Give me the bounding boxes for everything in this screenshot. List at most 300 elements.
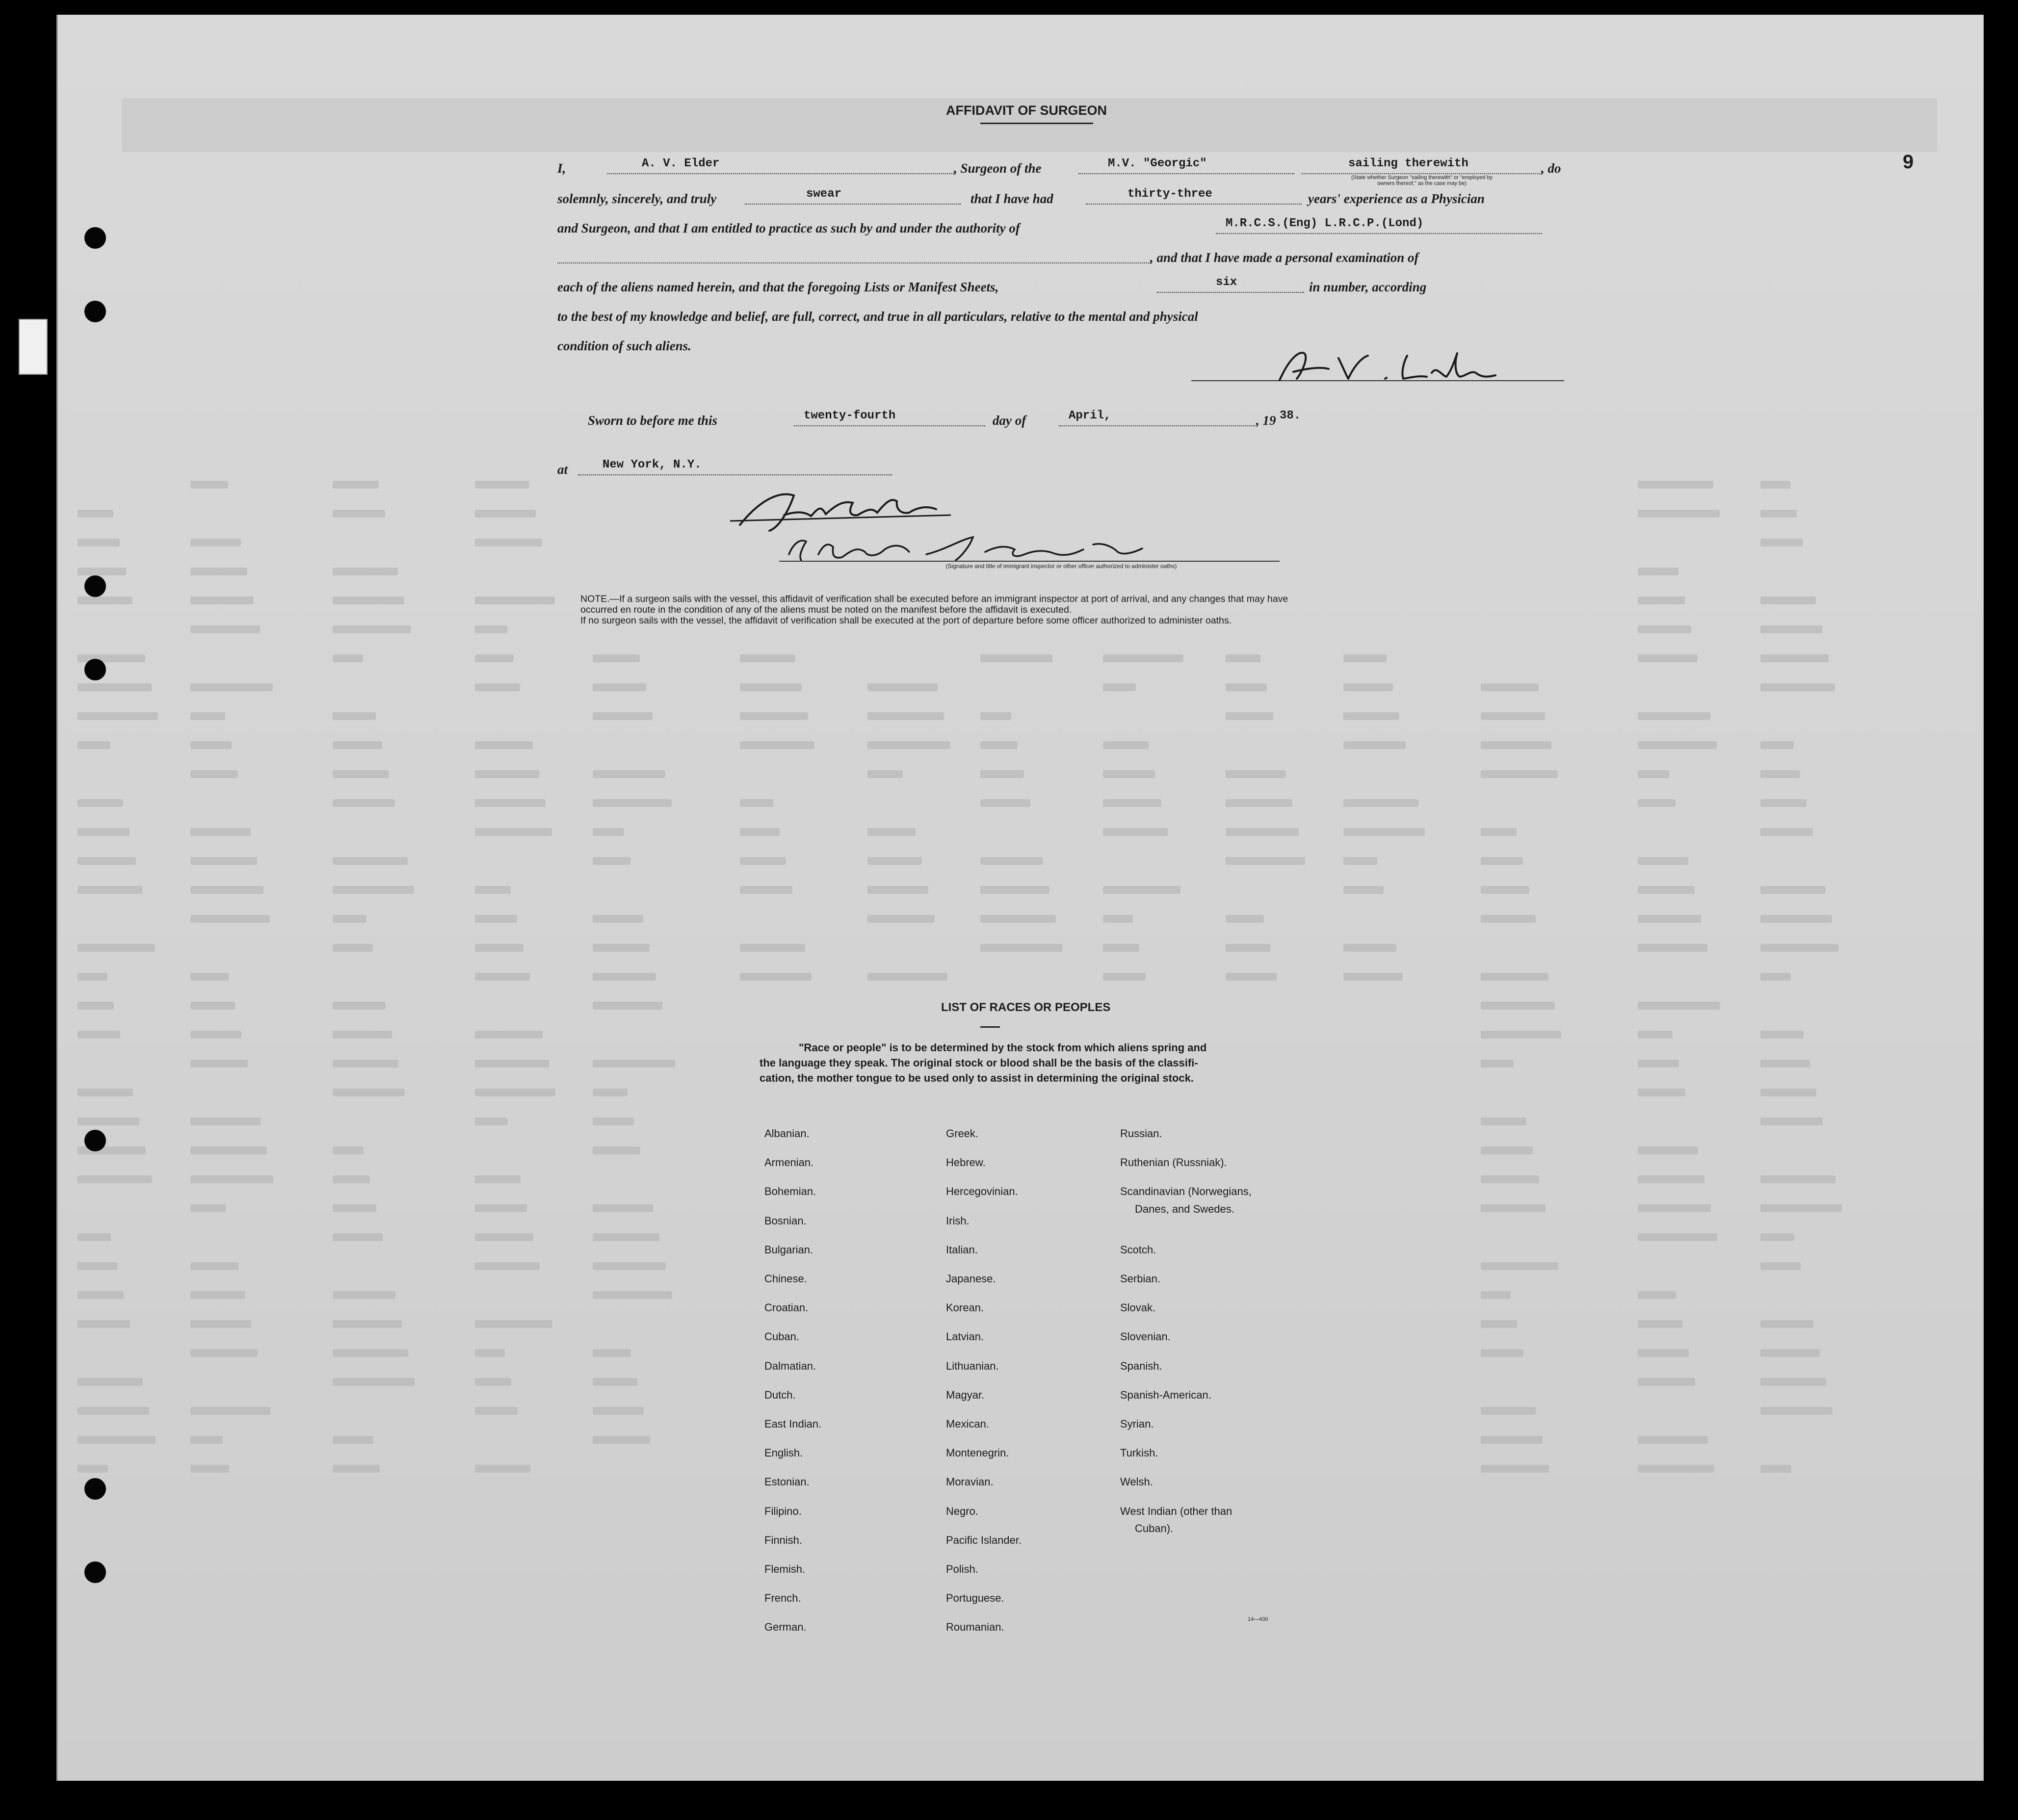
bleed-through-mark: [78, 799, 123, 807]
bleed-through-mark: [333, 568, 398, 575]
race-entry: Negro.: [946, 1505, 979, 1517]
affidavit-line4-suffix: , and that I have made a personal examination of: [1150, 250, 1419, 265]
bleed-through-mark: [1638, 510, 1720, 518]
bleed-through-mark: [1760, 770, 1800, 778]
status-note-2: owners thereof," as the case may be): [1377, 181, 1467, 186]
bleed-through-mark: [740, 828, 780, 836]
bleed-through-mark: [1481, 1262, 1558, 1270]
race-entry: Turkish.: [1120, 1447, 1158, 1459]
bleed-through-mark: [190, 1291, 245, 1299]
bleed-through-text: [58, 15, 1984, 1781]
surgeon-status: sailing therewith: [1348, 157, 1468, 170]
bleed-through-mark: [190, 770, 238, 778]
bleed-through-mark: [190, 1118, 261, 1125]
bleed-through-mark: [1638, 1060, 1679, 1067]
race-entry: Scandinavian (Norwegians,: [1120, 1185, 1252, 1198]
race-entry: Polish.: [946, 1563, 979, 1575]
affidavit-line1-mid: , Surgeon of the: [954, 161, 1042, 176]
bleed-through-mark: [1481, 1204, 1546, 1212]
bleed-through-mark: [740, 654, 795, 662]
bleed-through-mark: [593, 654, 640, 662]
races-intro-3: cation, the mother tongue to be used only to assist in determining the original stock.: [760, 1072, 1194, 1084]
bleed-through-mark: [333, 1031, 392, 1039]
bleed-through-mark: [593, 1146, 640, 1154]
race-entry: French.: [764, 1592, 801, 1605]
bleed-through-mark: [1638, 1175, 1704, 1183]
bleed-through-mark: [475, 1089, 555, 1096]
bleed-through-mark: [475, 886, 511, 894]
race-entry: Dalmatian.: [764, 1359, 816, 1372]
place-prefix: at: [557, 462, 568, 477]
bleed-through-mark: [333, 915, 367, 923]
bleed-through-mark: [1638, 886, 1695, 894]
bleed-through-mark: [1638, 568, 1678, 575]
bleed-through-mark: [1481, 1175, 1539, 1183]
bleed-through-mark: [593, 1349, 631, 1357]
affidavit-line2-suffix: years' experience as a Physician: [1308, 191, 1485, 206]
bleed-through-mark: [593, 770, 665, 778]
note-line1-text: If a surgeon sails with the vessel, this affidavit of verification shall be executed before an immigrant inspector at port of arrival, and any changes that may have: [619, 594, 1288, 604]
bleed-through-mark: [190, 857, 257, 865]
years-experience: thirty-three: [1127, 187, 1212, 201]
bleed-through-mark: [1481, 857, 1523, 865]
bleed-through-mark: [333, 712, 376, 720]
bleed-through-mark: [1481, 1407, 1536, 1415]
race-entry: Welsh.: [1120, 1476, 1153, 1488]
scan-border-left: [0, 0, 56, 1820]
bleed-through-mark: [475, 1407, 518, 1415]
bleed-through-mark: [78, 1089, 133, 1096]
race-entry: Korean.: [946, 1301, 984, 1314]
bleed-through-mark: [593, 1436, 650, 1444]
vessel-line: [1078, 173, 1294, 174]
race-entry: Lithuanian.: [946, 1359, 999, 1372]
bleed-through-mark: [1103, 886, 1180, 894]
bleed-through-mark: [740, 799, 773, 807]
bleed-through-mark: [1760, 597, 1816, 604]
races-title: LIST OF RACES OR PEOPLES: [941, 1001, 1111, 1014]
punch-hole: [84, 301, 106, 322]
bleed-through-mark: [475, 1233, 533, 1241]
bleed-through-mark: [593, 1233, 659, 1241]
bleed-through-mark: [593, 944, 650, 952]
race-entry: Spanish-American.: [1120, 1388, 1211, 1401]
bleed-through-mark: [78, 1118, 139, 1125]
bleed-through-mark: [333, 741, 382, 749]
bleed-through-mark: [593, 973, 656, 981]
bleed-through-mark: [1760, 1060, 1810, 1067]
bleed-through-mark: [740, 973, 812, 981]
bleed-through-mark: [475, 1378, 511, 1386]
form-number: 14—430: [1248, 1616, 1268, 1622]
officer-caption: (Signature and title of immigrant inspector or other officer authorized to administer oaths): [945, 563, 1177, 570]
bleed-through-mark: [593, 1060, 675, 1067]
bleed-through-mark: [1638, 1436, 1708, 1444]
bleed-through-mark: [980, 741, 1018, 749]
bleed-through-mark: [1226, 944, 1270, 952]
bleed-through-mark: [1343, 741, 1406, 749]
race-entry: Bosnian.: [764, 1214, 807, 1227]
bleed-through-mark: [593, 1204, 653, 1212]
bleed-through-mark: [475, 597, 555, 604]
bleed-through-mark: [333, 1465, 380, 1473]
bleed-through-mark: [190, 597, 254, 604]
bleed-through-mark: [1760, 915, 1832, 923]
bleed-through-mark: [980, 799, 1030, 807]
bleed-through-mark: [78, 1465, 108, 1473]
bleed-through-mark: [333, 944, 373, 952]
bleed-through-mark: [1760, 1465, 1791, 1473]
bleed-through-mark: [333, 1378, 415, 1386]
race-entry: Mexican.: [946, 1418, 990, 1430]
sworn-day-line: [794, 425, 985, 426]
bleed-through-mark: [1226, 828, 1299, 836]
bleed-through-mark: [333, 1060, 398, 1067]
race-entry: Latvian.: [946, 1330, 984, 1343]
authority-value: M.R.C.S.(Eng) L.R.C.P.(Lond): [1226, 217, 1424, 230]
bleed-through-mark: [190, 1031, 241, 1039]
bleed-through-mark: [1481, 1436, 1543, 1444]
bleed-through-mark: [1481, 1291, 1511, 1299]
bleed-through-mark: [980, 770, 1024, 778]
bleed-through-mark: [740, 857, 786, 865]
bleed-through-mark: [333, 481, 379, 489]
note-line1: [580, 594, 1288, 604]
bleed-through-mark: [1343, 973, 1403, 981]
bleed-through-mark: [867, 770, 903, 778]
race-entry: Cuban).: [1135, 1522, 1174, 1535]
affidavit-line7: condition of such aliens.: [557, 338, 692, 353]
bleed-through-mark: [1638, 1204, 1711, 1212]
bleed-through-mark: [475, 944, 524, 952]
bleed-through-mark: [1226, 973, 1277, 981]
bleed-through-mark: [1343, 712, 1399, 720]
bleed-through-mark: [1760, 1118, 1823, 1125]
bleed-through-mark: [78, 1002, 114, 1010]
race-entry: Danes, and Swedes.: [1135, 1202, 1235, 1215]
bleed-through-mark: [475, 799, 546, 807]
bleed-through-mark: [1638, 1233, 1717, 1241]
bleed-through-mark: [980, 944, 1062, 952]
race-entry: Magyar.: [946, 1388, 985, 1401]
bleed-through-mark: [78, 1262, 117, 1270]
affidavit-line2-prefix: solemnly, sincerely, and truly: [557, 191, 717, 206]
bleed-through-mark: [1481, 712, 1545, 720]
bleed-through-mark: [593, 1118, 634, 1125]
bleed-through-mark: [190, 1175, 273, 1183]
bleed-through-mark: [1760, 1407, 1833, 1415]
bleed-through-mark: [1481, 915, 1536, 923]
race-entry: Russian.: [1120, 1127, 1162, 1140]
bleed-through-mark: [1343, 828, 1425, 836]
bleed-through-mark: [593, 1378, 637, 1386]
bleed-through-mark: [1103, 770, 1155, 778]
bleed-through-mark: [1638, 1146, 1698, 1154]
bleed-through-mark: [1760, 1175, 1835, 1183]
bleed-through-mark: [593, 1002, 662, 1010]
race-entry: Irish.: [946, 1214, 970, 1227]
bleed-through-mark: [475, 1204, 527, 1212]
bleed-through-mark: [78, 568, 126, 575]
affidavit-title: AFFIDAVIT OF SURGEON: [946, 103, 1107, 118]
races-title-rule: [980, 1026, 1000, 1028]
bleed-through-mark: [593, 857, 630, 865]
bleed-through-mark: [1103, 944, 1139, 952]
bleed-through-mark: [475, 770, 539, 778]
bleed-through-mark: [1103, 973, 1146, 981]
race-entry: Cuban.: [764, 1330, 799, 1343]
bleed-through-mark: [1226, 799, 1292, 807]
bleed-through-mark: [475, 510, 536, 518]
oath-line: [745, 204, 961, 205]
bleed-through-mark: [1226, 857, 1305, 865]
note-line2: occurred en route in the condition of any of the aliens must be noted on the manifest before the affidavit is executed.: [580, 604, 1072, 615]
bleed-through-mark: [475, 1349, 505, 1357]
bleed-through-mark: [867, 683, 938, 691]
bleed-through-mark: [593, 1089, 628, 1096]
bleed-through-mark: [475, 828, 552, 836]
bleed-through-mark: [593, 1407, 644, 1415]
bleed-through-mark: [190, 683, 273, 691]
bleed-through-mark: [1760, 481, 1790, 489]
vessel-name: M.V. "Georgic": [1108, 157, 1207, 170]
bleed-through-mark: [867, 828, 916, 836]
bleed-through-mark: [1638, 654, 1698, 662]
bleed-through-mark: [1226, 770, 1286, 778]
manifest-sheet: [56, 15, 1984, 1781]
bleed-through-mark: [1760, 799, 1807, 807]
race-entry: Slovenian.: [1120, 1330, 1171, 1343]
sworn-month: April,: [1069, 409, 1111, 422]
bleed-through-mark: [1760, 683, 1835, 691]
bleed-through-mark: [1760, 1031, 1804, 1039]
status-note-1: (State whether Surgeon "sailing therewith" or "employed by: [1351, 175, 1493, 181]
bleed-through-mark: [1760, 1320, 1813, 1328]
bleed-through-mark: [1103, 683, 1136, 691]
bleed-through-mark: [1103, 828, 1168, 836]
bleed-through-mark: [333, 510, 385, 518]
race-entry: Filipino.: [764, 1505, 802, 1517]
title-rule: [980, 123, 1093, 124]
bleed-through-mark: [1481, 770, 1558, 778]
bleed-through-mark: [1760, 828, 1813, 836]
bleed-through-mark: [1638, 1089, 1685, 1096]
bleed-through-mark: [1481, 886, 1529, 894]
note-label: NOTE.—: [580, 594, 620, 604]
sworn-month-line: [1059, 425, 1255, 426]
sworn-year: 38.: [1280, 409, 1301, 422]
bleed-through-mark: [475, 915, 517, 923]
bleed-through-mark: [333, 886, 414, 894]
bleed-through-mark: [1226, 654, 1260, 662]
bleed-through-mark: [1760, 1089, 1816, 1096]
bleed-through-mark: [1760, 1233, 1794, 1241]
bleed-through-mark: [593, 1262, 666, 1270]
bleed-through-mark: [1343, 683, 1393, 691]
bleed-through-mark: [740, 741, 814, 749]
bleed-through-mark: [333, 1204, 376, 1212]
bleed-through-mark: [1481, 1320, 1517, 1328]
bleed-through-mark: [78, 1320, 130, 1328]
bleed-through-mark: [78, 712, 158, 720]
bleed-through-mark: [1343, 799, 1418, 807]
race-entry: Bohemian.: [764, 1185, 816, 1198]
bleed-through-mark: [1638, 1320, 1682, 1328]
bleed-through-mark: [190, 973, 229, 981]
bleed-through-mark: [1638, 1465, 1714, 1473]
race-entry: Montenegrin.: [946, 1447, 1009, 1459]
race-entry: Roumanian.: [946, 1621, 1004, 1634]
races-intro-1: "Race or people" is to be determined by the stock from which aliens spring and: [799, 1041, 1207, 1054]
punch-hole: [84, 575, 106, 597]
bleed-through-mark: [740, 944, 805, 952]
bleed-through-mark: [1481, 828, 1517, 836]
bleed-through-mark: [1760, 944, 1838, 952]
bleed-through-mark: [1343, 654, 1387, 662]
bleed-through-mark: [190, 1407, 270, 1415]
race-entry: Croatian.: [764, 1301, 809, 1314]
punch-hole: [84, 1478, 106, 1500]
bleed-through-mark: [78, 1378, 143, 1386]
race-entry: Scotch.: [1120, 1243, 1156, 1256]
bleed-through-mark: [1343, 944, 1396, 952]
bleed-through-mark: [78, 1436, 156, 1444]
sworn-day: twenty-fourth: [804, 409, 896, 422]
bleed-through-mark: [1226, 712, 1273, 720]
bleed-through-mark: [475, 683, 520, 691]
race-entry: Japanese.: [946, 1273, 996, 1285]
authority-continuation-line: [557, 262, 1151, 263]
bleed-through-mark: [867, 741, 950, 749]
bleed-through-mark: [1760, 741, 1794, 749]
bleed-through-mark: [475, 1175, 521, 1183]
authority-line: [1216, 233, 1542, 234]
bleed-through-mark: [1760, 1204, 1842, 1212]
race-entry: Hercegovinian.: [946, 1185, 1018, 1198]
bleed-through-mark: [78, 597, 132, 604]
bleed-through-mark: [475, 1465, 530, 1473]
bleed-through-mark: [867, 712, 944, 720]
bleed-through-mark: [867, 857, 922, 865]
bleed-through-mark: [333, 1436, 373, 1444]
race-entry: Moravian.: [946, 1476, 994, 1488]
bleed-through-mark: [1481, 1060, 1514, 1067]
note-line3: If no surgeon sails with the vessel, the affidavit of verification shall be executed at the port of departure before some officer authorized to administer oaths.: [580, 615, 1232, 626]
bleed-through-mark: [593, 712, 653, 720]
bleed-through-mark: [1638, 597, 1685, 604]
bleed-through-mark: [475, 539, 542, 546]
bleed-through-mark: [1760, 1262, 1801, 1270]
sworn-year-prefix: , 19: [1256, 413, 1276, 428]
bleed-through-mark: [1226, 683, 1267, 691]
bleed-through-mark: [593, 828, 624, 836]
bleed-through-mark: [1481, 1465, 1549, 1473]
bleed-through-mark: [1481, 973, 1548, 981]
race-entry: West Indian (other than: [1120, 1505, 1232, 1517]
bleed-through-mark: [190, 539, 241, 546]
race-entry: Slovak.: [1120, 1301, 1156, 1314]
bleed-through-mark: [333, 1291, 395, 1299]
bleed-through-mark: [1638, 1349, 1689, 1357]
bleed-through-mark: [190, 1060, 248, 1067]
bleed-through-mark: [190, 915, 270, 923]
bleed-through-mark: [1638, 857, 1688, 865]
affidavit-line2-mid: that I have had: [970, 191, 1053, 206]
bleed-through-mark: [475, 973, 530, 981]
affidavit-line3-prefix: and Surgeon, and that I am entitled to practice as such by and under the authority of: [557, 221, 1020, 235]
bleed-through-mark: [190, 741, 232, 749]
affidavit-line5-prefix: each of the aliens named herein, and that the foregoing Lists or Manifest Sheets,: [557, 280, 999, 294]
bleed-through-mark: [1226, 915, 1264, 923]
bleed-through-mark: [333, 1089, 405, 1096]
bleed-through-mark: [475, 481, 529, 489]
binding-tab: [19, 319, 48, 375]
bleed-through-mark: [1343, 886, 1384, 894]
bleed-through-mark: [190, 1002, 235, 1010]
bleed-through-mark: [1638, 799, 1676, 807]
bleed-through-mark: [475, 1320, 552, 1328]
page-number: 9: [1903, 151, 1914, 173]
race-entry: Albanian.: [764, 1127, 810, 1140]
race-entry: Portuguese.: [946, 1592, 1004, 1605]
bleed-through-mark: [1760, 1349, 1820, 1357]
bleed-through-mark: [475, 1262, 540, 1270]
bleed-through-mark: [1638, 1378, 1695, 1386]
bleed-through-mark: [190, 886, 263, 894]
bleed-through-mark: [1638, 1031, 1673, 1039]
years-line: [1086, 204, 1302, 205]
surgeon-name: A. V. Elder: [642, 157, 720, 170]
bleed-through-mark: [1481, 1118, 1526, 1125]
punch-hole: [84, 659, 106, 680]
race-entry: Flemish.: [764, 1563, 806, 1575]
race-entry: German.: [764, 1621, 807, 1634]
bleed-through-mark: [1481, 1146, 1533, 1154]
punch-hole: [84, 1130, 106, 1151]
bleed-through-mark: [333, 654, 363, 662]
race-entry: Serbian.: [1120, 1273, 1160, 1285]
bleed-through-mark: [1760, 1378, 1826, 1386]
bleed-through-mark: [78, 1175, 152, 1183]
bleed-through-mark: [1103, 915, 1133, 923]
race-entry: English.: [764, 1447, 803, 1459]
bleed-through-mark: [78, 683, 152, 691]
bleed-through-mark: [867, 973, 947, 981]
bleed-through-mark: [475, 1060, 549, 1067]
status-line: [1302, 173, 1542, 174]
bleed-through-mark: [78, 1291, 124, 1299]
races-intro-2: the language they speak. The original stock or blood shall be the basis of the classifi-: [760, 1057, 1198, 1069]
bleed-through-mark: [333, 1175, 370, 1183]
bleed-through-mark: [333, 770, 389, 778]
race-entry: Greek.: [946, 1127, 979, 1140]
bleed-through-mark: [1638, 481, 1713, 489]
bleed-through-mark: [593, 799, 672, 807]
bleed-through-mark: [867, 915, 935, 923]
bleed-through-mark: [190, 1204, 226, 1212]
bleed-through-mark: [333, 1146, 364, 1154]
sworn-mid: day of: [993, 413, 1026, 428]
bleed-through-mark: [78, 944, 155, 952]
bleed-through-mark: [333, 625, 411, 633]
affidavit-line6: to the best of my knowledge and belief, are full, correct, and true in all particulars, relative to the mental and physical: [557, 309, 1198, 324]
bleed-through-mark: [980, 654, 1052, 662]
bleed-through-mark: [1103, 654, 1183, 662]
bleed-through-mark: [190, 1262, 238, 1270]
punch-hole: [84, 227, 106, 249]
race-entry: East Indian.: [764, 1418, 822, 1430]
bleed-through-mark: [980, 915, 1056, 923]
